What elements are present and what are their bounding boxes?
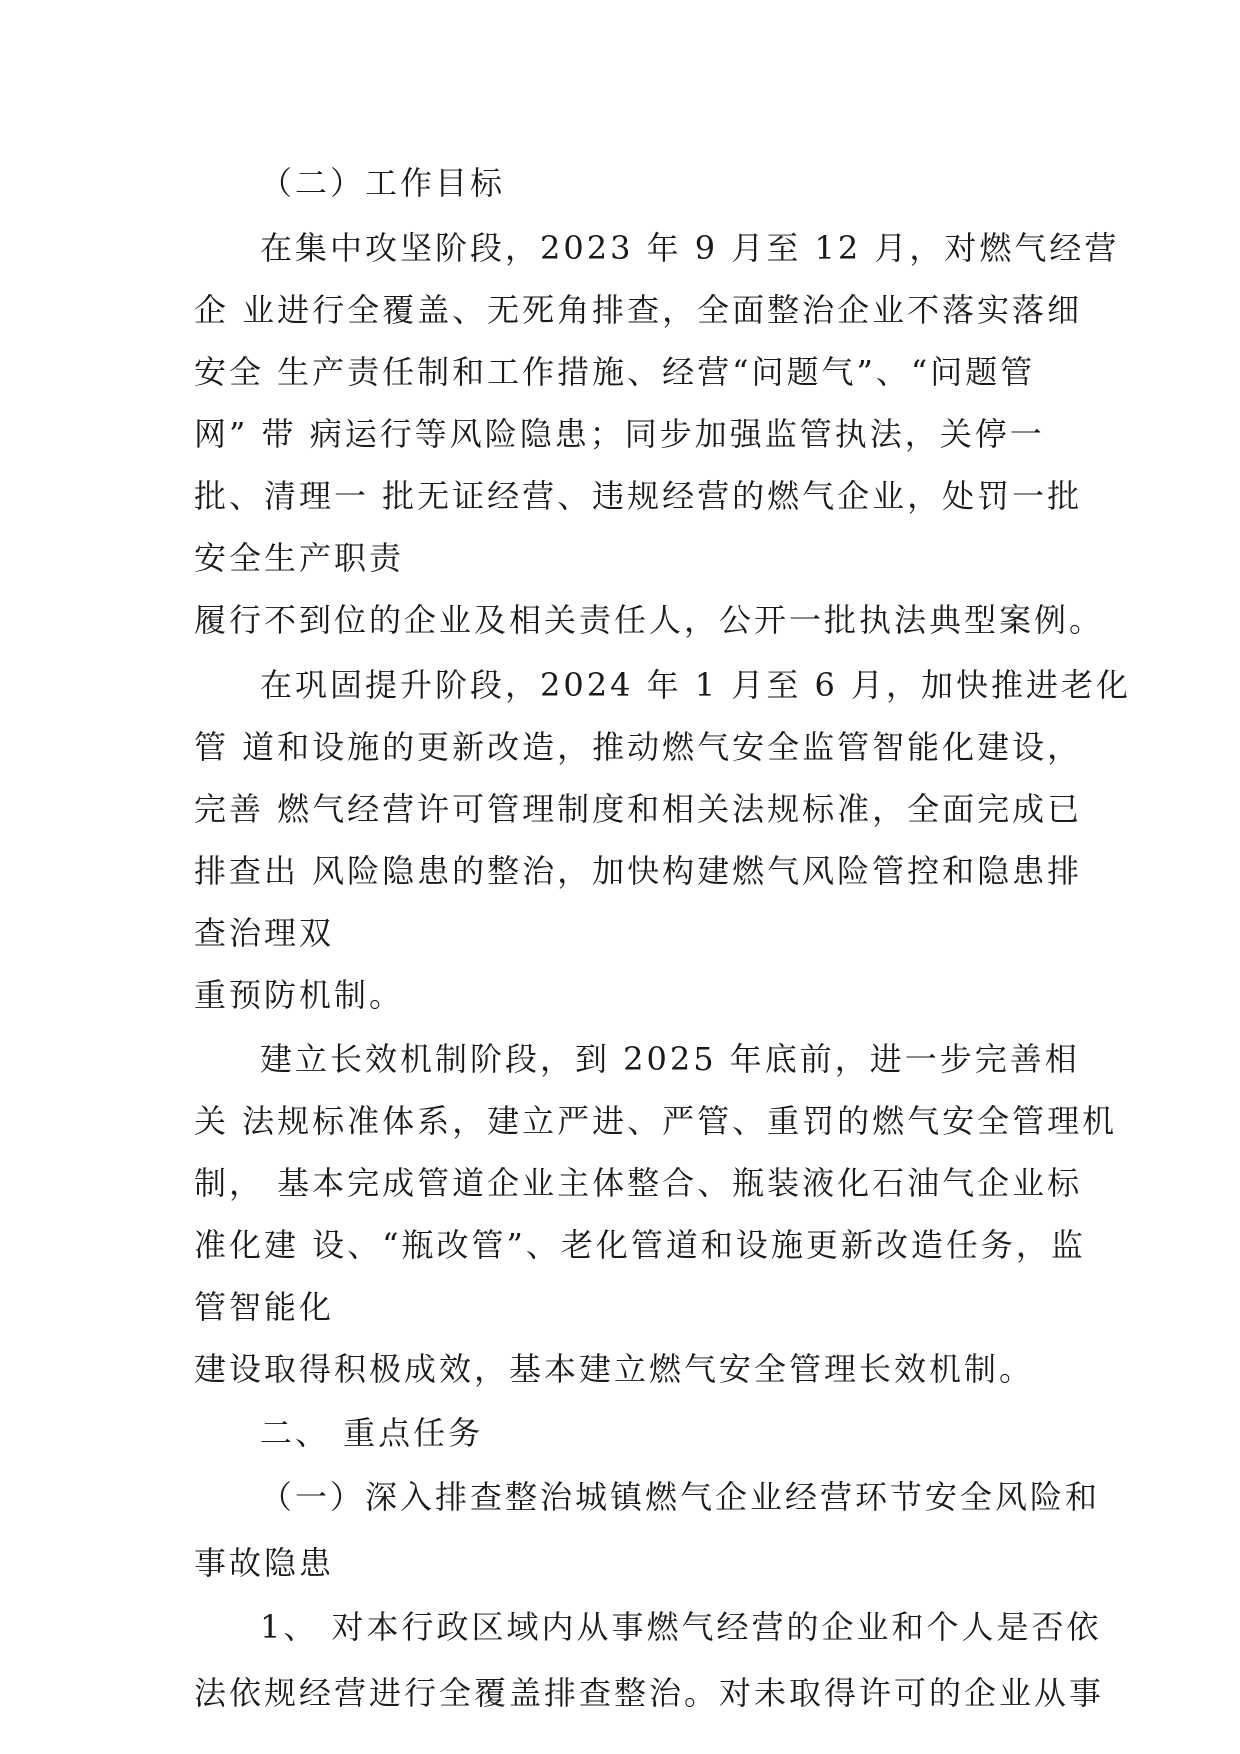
paragraph-line: 完善 燃气经营许可管理制度和相关法规标准，全面完成已 (194, 790, 1083, 828)
paragraph-line: 制， 基本完成管道企业主体整合、瓶装液化石油气企业标 (194, 1164, 1083, 1202)
paragraph-line: 网” 带 病运行等风险隐患；同步加强监管执法，关停一 (194, 415, 1045, 453)
heading-key-tasks: 二、 重点任务 (260, 1414, 484, 1452)
paragraph-line: 批、清理一 批无证经营、违规经营的燃气企业，处罚一批 (194, 477, 1083, 515)
subheading-line: 事故隐患 (194, 1544, 335, 1582)
paragraph-line: 在巩固提升阶段，2024 年 1 月至 6 月，加快推进老化 (260, 666, 1132, 704)
paragraph-line: 查治理双 (194, 914, 335, 952)
paragraph-line: 管 道和设施的更新改造，推动燃气安全监管智能化建设， (194, 728, 1083, 766)
paragraph-line: 履行不到位的企业及相关责任人，公开一批执法典型案例。 (194, 601, 1105, 639)
paragraph-line: 排查出 风险隐患的整治，加快构建燃气风险管控和隐患排 (194, 852, 1083, 890)
paragraph-line: 关 法规标准体系，建立严进、严管、重罚的燃气安全管理机 (194, 1102, 1118, 1140)
paragraph-line: 安全 生产责任制和工作措施、经营“问题气”、“问题管 (194, 353, 1036, 391)
paragraph-line: 准化建 设、“瓶改管”、老化管道和设施更新改造任务，监 (194, 1226, 1086, 1264)
paragraph-line: 建立长效机制阶段，到 2025 年底前，进一步完善相 (260, 1040, 1080, 1078)
paragraph-line: 在集中攻坚阶段，2023 年 9 月至 12 月，对燃气经营 (260, 229, 1120, 267)
paragraph-line: 建设取得积极成效，基本建立燃气安全管理长效机制。 (194, 1350, 1035, 1388)
paragraph-line: 1、 对本行政区域内从事燃气经营的企业和个人是否依 (260, 1608, 1102, 1646)
paragraph-line: 法依规经营进行全覆盖排查整治。对未取得许可的企业从事 (194, 1674, 1105, 1712)
paragraph-line: 企 业进行全覆盖、无死角排查，全面整治企业不落实落细 (194, 291, 1083, 329)
subheading-line: （一）深入排查整治城镇燃气企业经营环节安全风险和 (260, 1478, 1101, 1516)
paragraph-line: 重预防机制。 (194, 976, 405, 1014)
paragraph-line: 安全生产职责 (194, 539, 405, 577)
heading-work-goals: （二）工作目标 (260, 164, 506, 202)
paragraph-line: 管智能化 (194, 1288, 335, 1326)
